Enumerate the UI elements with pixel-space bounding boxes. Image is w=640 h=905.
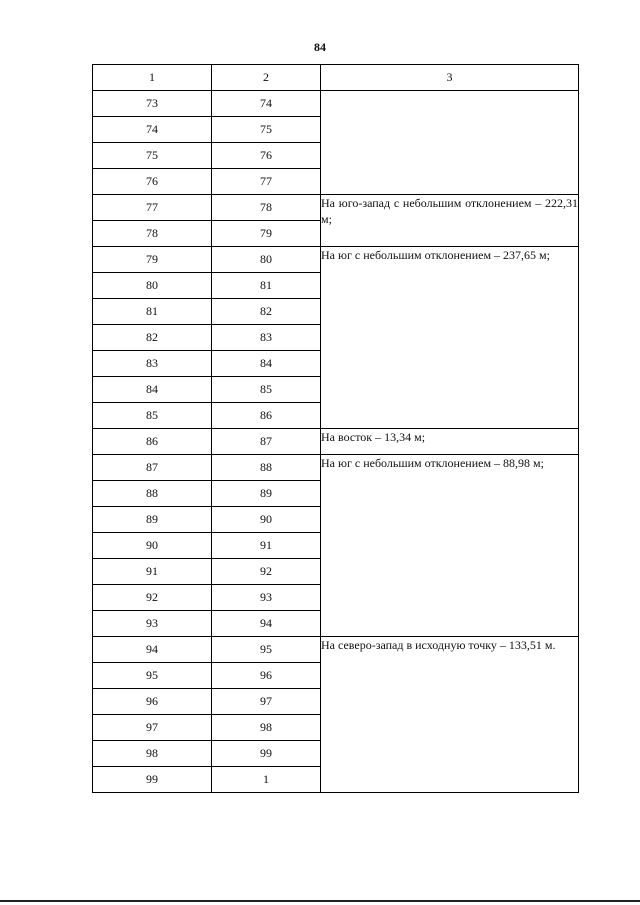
- point-from-cell: 90: [93, 533, 212, 559]
- point-from-cell: 76: [93, 169, 212, 195]
- point-to-cell: 75: [212, 117, 321, 143]
- point-to-cell: 96: [212, 663, 321, 689]
- point-from-cell: 99: [93, 767, 212, 793]
- table-row: [93, 429, 579, 455]
- table-row: [93, 637, 579, 663]
- table-row: [93, 91, 579, 117]
- point-from-cell: 91: [93, 559, 212, 585]
- point-to-cell: 89: [212, 481, 321, 507]
- point-to-cell: 78: [212, 195, 321, 221]
- direction-description-cell: На восток – 13,34 м;: [321, 429, 579, 455]
- point-from-cell: 95: [93, 663, 212, 689]
- direction-description-cell: [321, 91, 579, 195]
- point-from-cell: 96: [93, 689, 212, 715]
- point-from-cell: 83: [93, 351, 212, 377]
- point-to-cell: 1: [212, 767, 321, 793]
- table-body: [93, 91, 579, 793]
- point-to-cell: 85: [212, 377, 321, 403]
- point-to-cell: 79: [212, 221, 321, 247]
- point-to-cell: 74: [212, 91, 321, 117]
- point-to-cell: 95: [212, 637, 321, 663]
- point-to-cell: 99: [212, 741, 321, 767]
- point-from-cell: 80: [93, 273, 212, 299]
- point-from-cell: 89: [93, 507, 212, 533]
- point-to-cell: 88: [212, 455, 321, 481]
- point-from-cell: 79: [93, 247, 212, 273]
- header-cell-3: 3: [321, 65, 579, 91]
- page-number: 84: [314, 40, 326, 54]
- point-to-cell: 82: [212, 299, 321, 325]
- point-from-cell: 86: [93, 429, 212, 455]
- point-from-cell: 85: [93, 403, 212, 429]
- point-to-cell: 92: [212, 559, 321, 585]
- point-from-cell: 93: [93, 611, 212, 637]
- point-to-cell: 81: [212, 273, 321, 299]
- point-to-cell: 77: [212, 169, 321, 195]
- point-from-cell: 73: [93, 91, 212, 117]
- point-from-cell: 84: [93, 377, 212, 403]
- point-from-cell: 92: [93, 585, 212, 611]
- direction-description-cell: На юг с небольшим отклонением – 237,65 м;: [321, 247, 579, 429]
- table-header-row: [93, 65, 579, 91]
- direction-description-cell: На северо-запад в исходную точку – 133,51 м.: [321, 637, 579, 793]
- point-to-cell: 84: [212, 351, 321, 377]
- table-row: [93, 247, 579, 273]
- point-from-cell: 78: [93, 221, 212, 247]
- point-from-cell: 75: [93, 143, 212, 169]
- point-from-cell: 87: [93, 455, 212, 481]
- point-to-cell: 97: [212, 689, 321, 715]
- point-to-cell: 83: [212, 325, 321, 351]
- point-from-cell: 94: [93, 637, 212, 663]
- table-row: [93, 195, 579, 221]
- point-to-cell: 90: [212, 507, 321, 533]
- point-to-cell: 94: [212, 611, 321, 637]
- header-cell-2: 2: [212, 65, 321, 91]
- point-from-cell: 82: [93, 325, 212, 351]
- point-from-cell: 88: [93, 481, 212, 507]
- point-to-cell: 80: [212, 247, 321, 273]
- point-to-cell: 93: [212, 585, 321, 611]
- point-from-cell: 77: [93, 195, 212, 221]
- direction-description-cell: На юго-запад с небольшим отклонением – 222,31 м;: [321, 195, 579, 247]
- direction-description-cell: На юг с небольшим отклонением – 88,98 м;: [321, 455, 579, 637]
- point-from-cell: 97: [93, 715, 212, 741]
- point-from-cell: 74: [93, 117, 212, 143]
- table-row: [93, 455, 579, 481]
- point-to-cell: 86: [212, 403, 321, 429]
- point-to-cell: 87: [212, 429, 321, 455]
- point-to-cell: 91: [212, 533, 321, 559]
- boundary-table: [92, 64, 579, 793]
- point-to-cell: 98: [212, 715, 321, 741]
- point-from-cell: 98: [93, 741, 212, 767]
- bottom-scan-edge: [0, 900, 640, 902]
- point-to-cell: 76: [212, 143, 321, 169]
- header-cell-1: 1: [93, 65, 212, 91]
- point-from-cell: 81: [93, 299, 212, 325]
